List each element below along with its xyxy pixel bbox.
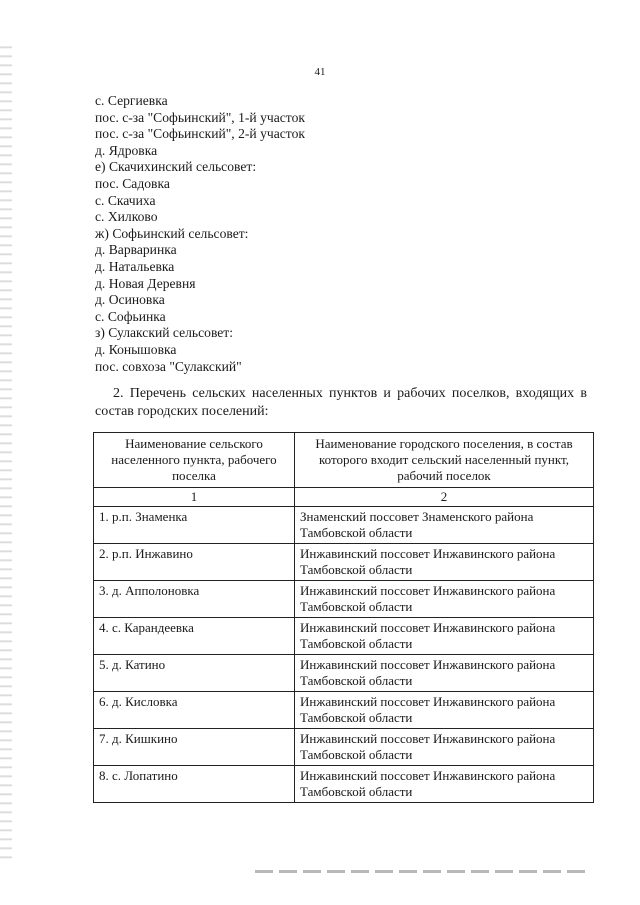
list-item: д. Новая Деревня	[95, 275, 196, 291]
settlement-list	[95, 93, 305, 375]
table-row	[94, 618, 594, 655]
table-row	[94, 507, 594, 544]
list-item: д. Осиновка	[95, 292, 165, 308]
table-row	[94, 692, 594, 729]
municipality-cell: Инжавинский поссовет Инжавинского района Тамбовской области	[295, 729, 594, 766]
table-row	[94, 581, 594, 618]
list-item: е) Скачихинский сельсовет:	[95, 159, 257, 175]
settlement-cell: 7. д. Кишкино	[94, 729, 295, 766]
list-item: з) Сулакский сельсовет:	[95, 325, 234, 341]
list-item: с. Скачиха	[95, 192, 156, 208]
settlement-cell: 6. д. Кисловка	[94, 692, 295, 729]
settlement-cell: 3. д. Апполоновка	[94, 581, 295, 618]
settlement-cell: 5. д. Катино	[94, 655, 295, 692]
table-row	[94, 729, 594, 766]
list-item: пос. с-за "Софьинский", 1-й участок	[95, 109, 305, 125]
list-item: ж) Софьинский сельсовет:	[95, 225, 249, 241]
list-item: д. Конышовка	[95, 341, 177, 357]
table-header-cell: Наименование городского поселения, в состав которого входит сельский населенный пункт, рабочий поселок	[295, 433, 594, 488]
column-number-row	[94, 488, 594, 507]
settlement-cell: 8. с. Лопатино	[94, 766, 295, 803]
list-item: пос. совхоза "Сулакский"	[95, 358, 242, 374]
table-row	[94, 544, 594, 581]
table-header-row	[94, 433, 594, 488]
municipality-cell: Знаменский поссовет Знаменского района Тамбовской области	[295, 507, 594, 544]
list-item: с. Сергиевка	[95, 93, 168, 108]
municipality-cell: Инжавинский поссовет Инжавинского района Тамбовской области	[295, 655, 594, 692]
settlement-cell: 1. р.п. Знаменка	[94, 507, 295, 544]
municipality-cell: Инжавинский поссовет Инжавинского района Тамбовской области	[295, 618, 594, 655]
scan-edge-artifact	[0, 40, 12, 860]
municipality-cell: Инжавинский поссовет Инжавинского района Тамбовской области	[295, 766, 594, 803]
municipality-cell: Инжавинский поссовет Инжавинского района Тамбовской области	[295, 692, 594, 729]
page-number: 41	[314, 66, 326, 78]
municipality-cell: Инжавинский поссовет Инжавинского района Тамбовской области	[295, 544, 594, 581]
scan-noise-line	[255, 870, 585, 873]
settlement-cell: 4. с. Карандеевка	[94, 618, 295, 655]
list-item: пос. с-за "Софьинский", 2-й участок	[95, 126, 305, 142]
table-row	[94, 766, 594, 803]
section-heading: 2. Перечень сельских населенных пунктов и рабочих поселков, входящих в состав городских поселений:	[95, 386, 587, 419]
list-item: д. Натальевка	[95, 258, 175, 274]
table-header-cell: Наименование сельского населенного пункта, рабочего поселка	[94, 433, 295, 488]
municipality-cell: Инжавинский поссовет Инжавинского района Тамбовской области	[295, 581, 594, 618]
list-item: с. Софьинка	[95, 308, 166, 324]
list-item: с. Хилково	[95, 209, 158, 225]
table-row	[94, 655, 594, 692]
column-number: 2	[295, 488, 594, 507]
list-item: д. Варваринка	[95, 242, 177, 258]
list-item: д. Ядровка	[95, 142, 158, 158]
settlements-table	[93, 432, 594, 803]
settlement-cell: 2. р.п. Инжавино	[94, 544, 295, 581]
column-number: 1	[94, 488, 295, 507]
list-item: пос. Садовка	[95, 175, 170, 191]
